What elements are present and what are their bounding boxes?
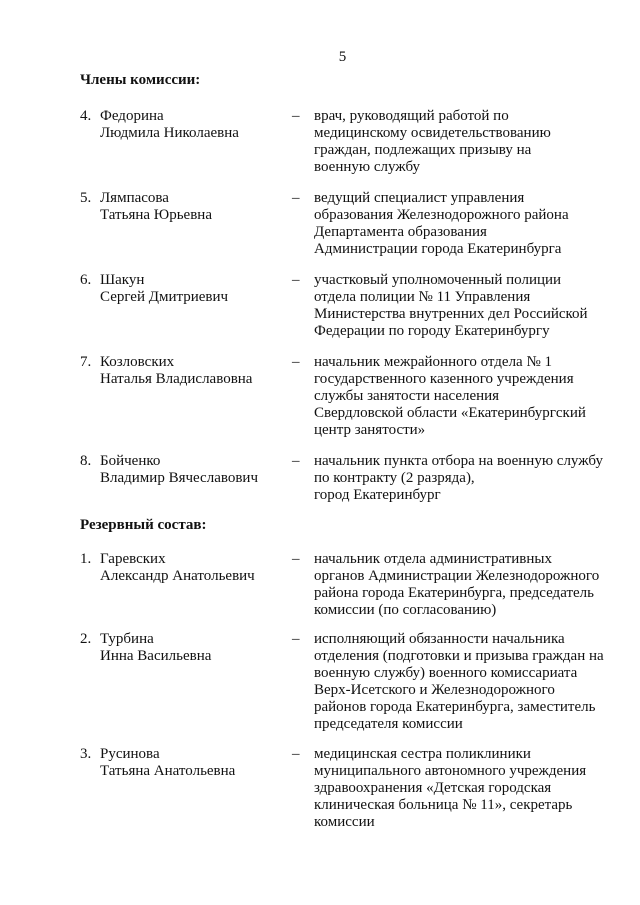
description-line: районов города Екатеринбурга, заместитель xyxy=(314,699,596,715)
given-names: Людмила Николаевна xyxy=(100,125,239,141)
dash: – xyxy=(292,631,300,647)
description-line: Департамента образования xyxy=(314,224,487,240)
person-name xyxy=(100,354,290,388)
surname: Лямпасова xyxy=(100,190,169,206)
position-description xyxy=(314,551,619,619)
entry-number: 1. xyxy=(80,551,92,567)
description-line: образования Железнодорожного района xyxy=(314,207,569,223)
entry-number: 5. xyxy=(80,190,92,206)
description-line: Министерства внутренних дел Российской xyxy=(314,306,588,322)
surname: Турбина xyxy=(100,631,154,647)
description-line: службы занятости населения xyxy=(314,388,500,404)
description-line: комиссии xyxy=(314,814,375,830)
dash: – xyxy=(292,108,300,124)
position-description xyxy=(314,190,619,258)
description-line: исполняющий обязанности начальника xyxy=(314,631,565,647)
description-line: комиссии (по согласованию) xyxy=(314,602,497,618)
person-name xyxy=(100,746,290,780)
description-line: город Екатеринбург xyxy=(314,487,441,503)
description-line: медицинскому освидетельствованию xyxy=(314,125,551,141)
surname: Бойченко xyxy=(100,453,161,469)
description-line: военную службу) военного комиссариата xyxy=(314,665,578,681)
description-line: района города Екатеринбурга, председатель xyxy=(314,585,594,601)
position-description xyxy=(314,108,619,176)
surname: Гаревских xyxy=(100,551,166,567)
description-line: начальник межрайонного отдела № 1 xyxy=(314,354,553,370)
entry-number: 7. xyxy=(80,354,92,370)
description-line: начальник пункта отбора на военную службу xyxy=(314,453,603,469)
surname: Козловских xyxy=(100,354,175,370)
page-number: 5 xyxy=(338,49,347,65)
description-line: медицинская сестра поликлиники xyxy=(314,746,531,762)
person-name xyxy=(100,190,290,224)
dash: – xyxy=(292,551,300,567)
surname: Русинова xyxy=(100,746,160,762)
description-line: врач, руководящий работой по xyxy=(314,108,509,124)
entry-number: 3. xyxy=(80,746,92,762)
description-line: здравоохранения «Детская городская xyxy=(314,780,552,796)
description-line: клиническая больница № 11», секретарь xyxy=(314,797,573,813)
description-line: отдела полиции № 11 Управления xyxy=(314,289,531,305)
reserve-heading: Резервный состав: xyxy=(80,517,207,533)
description-line: государственного казенного учреждения xyxy=(314,371,574,387)
description-line: начальник отдела административных xyxy=(314,551,552,567)
description-line: участковый уполномоченный полиции xyxy=(314,272,562,288)
person-name xyxy=(100,453,290,487)
description-line: граждан, подлежащих призыву на xyxy=(314,142,532,158)
entry-number: 6. xyxy=(80,272,92,288)
dash: – xyxy=(292,190,300,206)
description-line: Администрации города Екатеринбурга xyxy=(314,241,562,257)
description-line: Федерации по городу Екатеринбургу xyxy=(314,323,550,339)
position-description xyxy=(314,631,619,733)
given-names: Инна Васильевна xyxy=(100,648,212,664)
given-names: Татьяна Анатольевна xyxy=(100,763,236,779)
given-names: Татьяна Юрьевна xyxy=(100,207,212,223)
person-name xyxy=(100,272,290,306)
entry-number: 8. xyxy=(80,453,92,469)
members-heading: Члены комиссии: xyxy=(80,72,201,88)
description-line: председателя комиссии xyxy=(314,716,463,732)
person-name xyxy=(100,551,290,585)
description-line: по контракту (2 разряда), xyxy=(314,470,475,486)
position-description xyxy=(314,453,619,504)
position-description xyxy=(314,354,619,439)
position-description xyxy=(314,746,619,831)
person-name xyxy=(100,631,290,665)
given-names: Наталья Владиславовна xyxy=(100,371,253,387)
description-line: центр занятости» xyxy=(314,422,426,438)
given-names: Владимир Вячеславович xyxy=(100,470,258,486)
dash: – xyxy=(292,272,300,288)
given-names: Сергей Дмитриевич xyxy=(100,289,229,305)
description-line: органов Администрации Железнодорожного xyxy=(314,568,600,584)
dash: – xyxy=(292,354,300,370)
description-line: военную службу xyxy=(314,159,421,175)
description-line: муниципального автономного учреждения xyxy=(314,763,587,779)
position-description xyxy=(314,272,619,340)
description-line: ведущий специалист управления xyxy=(314,190,525,206)
entry-number: 4. xyxy=(80,108,92,124)
description-line: Верх-Исетского и Железнодорожного xyxy=(314,682,555,698)
surname: Шакун xyxy=(100,272,145,288)
description-line: Свердловской области «Екатеринбургский xyxy=(314,405,586,421)
description-line: отделения (подготовки и призыва граждан на xyxy=(314,648,604,664)
given-names: Александр Анатольевич xyxy=(100,568,255,584)
entry-number: 2. xyxy=(80,631,92,647)
person-name xyxy=(100,108,290,142)
dash: – xyxy=(292,746,300,762)
surname: Федорина xyxy=(100,108,164,124)
dash: – xyxy=(292,453,300,469)
